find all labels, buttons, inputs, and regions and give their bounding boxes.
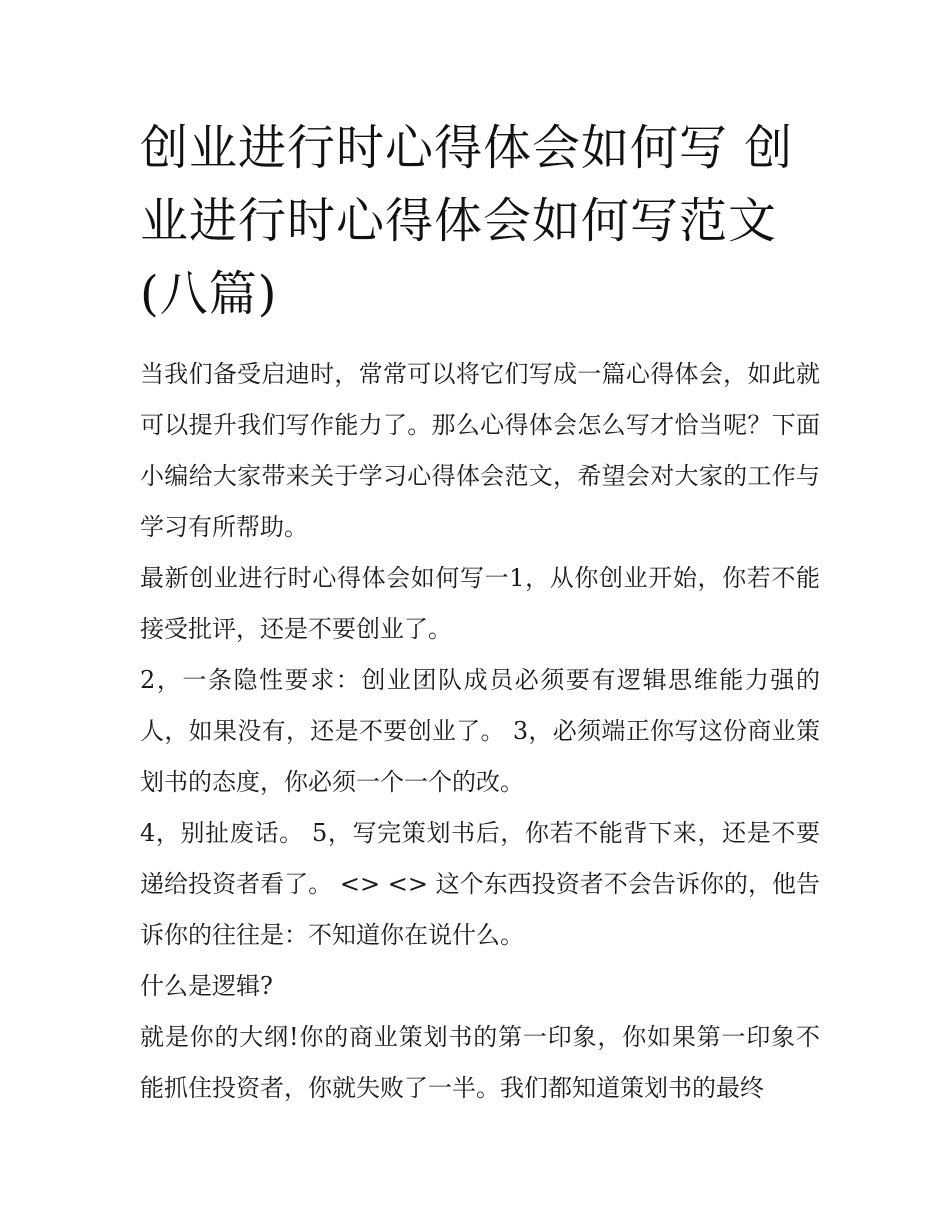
paragraph-question: 什么是逻辑? (140, 972, 273, 1000)
paragraph-points-2-3: 2，一条隐性要求：创业团队成员必须要有逻辑思维能力强的人，如果没有，还是不要创业了。 3，必须端正你写这份商业策划书的态度，你必须一个一个的改。 (140, 666, 820, 796)
paragraph-point-1: 最新创业进行时心得体会如何写一1，从你创业开始，你若不能接受批评，还是不要创业了。 (140, 564, 820, 643)
document-title: 创业进行时心得体会如何写 创业进行时心得体会如何写范文(八篇) (140, 120, 794, 322)
paragraph-points-4-5: 4，别扯废话。 5，写完策划书后，你若不能背下来，还是不要递给投资者看了。 <> <> 这个东西投资者不会告诉你的，他告诉你的往往是：不知道你在说什么。 (140, 819, 820, 949)
paragraph-outline: 就是你的大纲!你的商业策划书的第一印象，你如果第一印象不能抓住投资者，你就失败了一半。我们都知道策划书的最终 (140, 1023, 820, 1102)
document-body (140, 112, 820, 1114)
paragraph-intro: 当我们备受启迪时，常常可以将它们写成一篇心得体会，如此就可以提升我们写作能力了。那么心得体会怎么写才恰当呢？下面小编给大家带来关于学习心得体会范文，希望会对大家的工作与学习有所帮助。 (140, 360, 820, 541)
paragraph-list (140, 349, 820, 1114)
